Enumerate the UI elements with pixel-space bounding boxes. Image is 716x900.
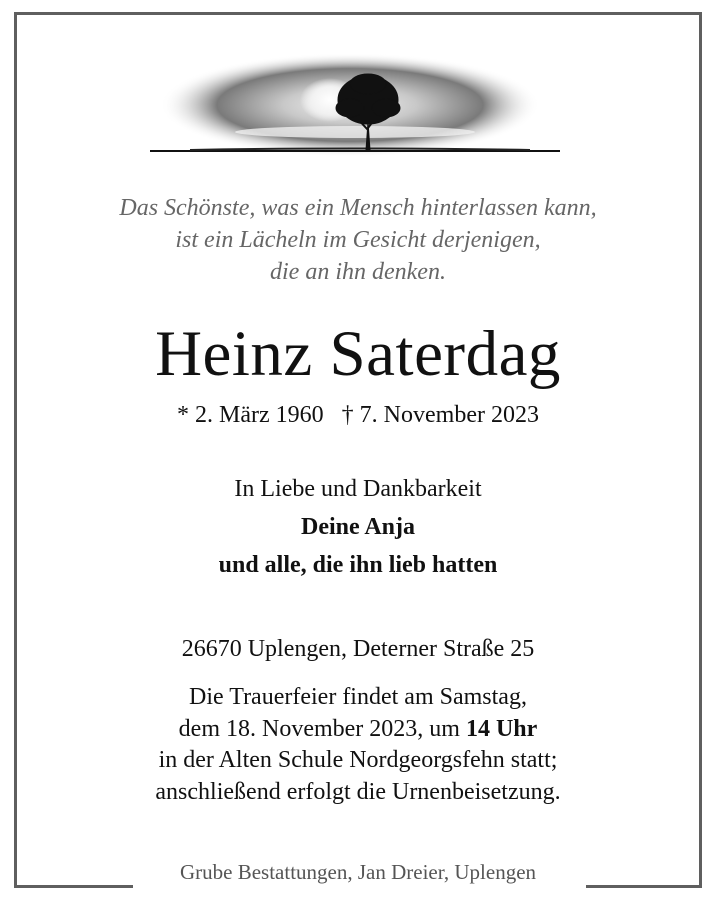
service-time: 14 Uhr bbox=[465, 715, 538, 742]
tree-landscape-icon bbox=[150, 50, 560, 165]
funeral-service-info bbox=[20, 682, 696, 808]
motto-line: die an ihn denken. bbox=[270, 259, 446, 285]
frame-left-border bbox=[14, 12, 17, 888]
signature-intro: In Liebe und Dankbarkeit bbox=[234, 476, 482, 502]
frame-bottom-right-border bbox=[586, 885, 702, 888]
mourners-signature bbox=[20, 470, 696, 584]
signature-name: Deine Anja bbox=[301, 514, 415, 540]
address: 26670 Uplengen, Deterner Straße 25 bbox=[181, 636, 535, 662]
signature-others: und alle, die ihn lieb hatten bbox=[218, 552, 498, 578]
funeral-home-credit: Grube Bestattungen, Jan Dreier, Uplengen bbox=[179, 860, 537, 884]
frame-bottom-left-border bbox=[14, 885, 133, 888]
service-line: Die Trauerfeier findet am Samstag, bbox=[189, 684, 527, 710]
life-dates bbox=[20, 399, 696, 431]
frame-right-border bbox=[699, 12, 702, 888]
service-date: dem 18. November 2023, um bbox=[178, 715, 466, 742]
service-line bbox=[20, 714, 696, 746]
frame-top-border bbox=[14, 12, 702, 15]
motto-line: ist ein Lächeln im Gesicht derjenigen, bbox=[175, 227, 541, 253]
service-line: in der Alten Schule Nordgeorgsfehn statt; bbox=[158, 747, 558, 773]
service-line: anschließend erfolgt die Urnenbeisetzung. bbox=[155, 778, 561, 805]
motto-quote bbox=[40, 192, 676, 288]
birth-date: * 2. März 1960 bbox=[177, 402, 324, 428]
motto-line: Das Schönste, was ein Mensch hinterlassen kann, bbox=[119, 195, 597, 221]
deceased-name: Heinz Saterdag bbox=[155, 318, 561, 390]
death-date: † 7. November 2023 bbox=[341, 402, 539, 428]
